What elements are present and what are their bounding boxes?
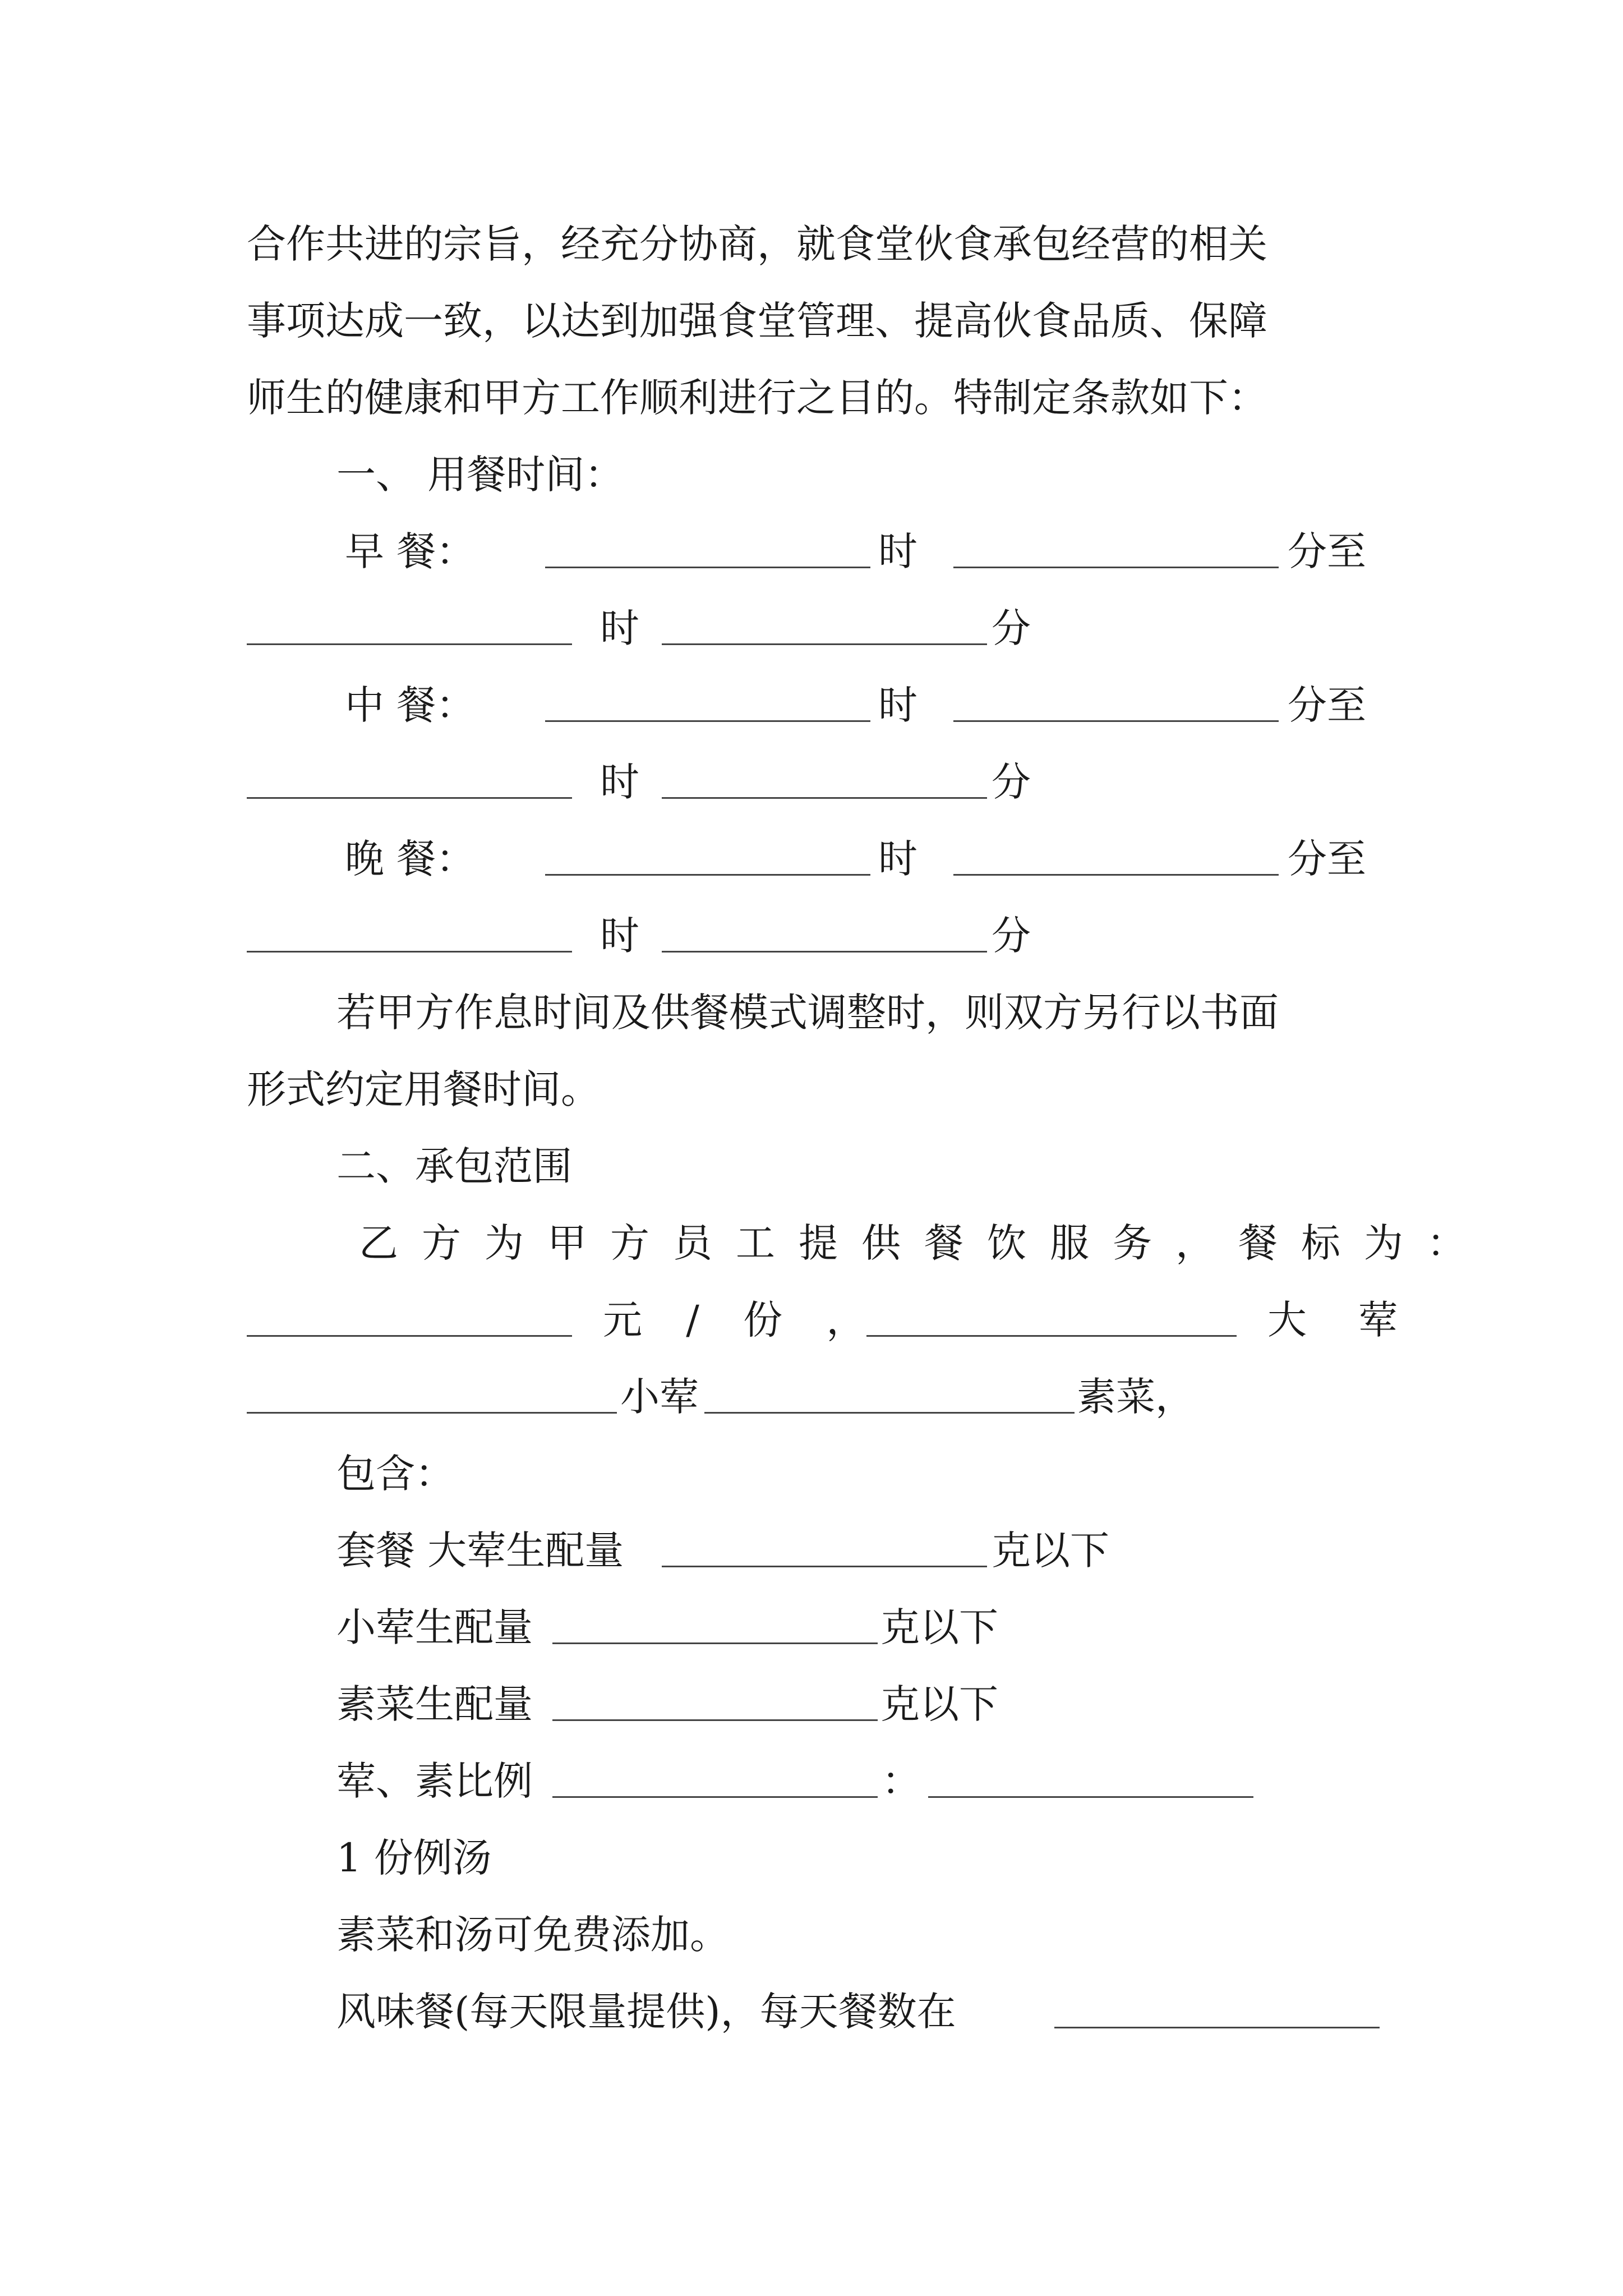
breakfast-label: 早 餐： bbox=[345, 528, 476, 574]
soup-line: 1 份例汤 bbox=[336, 1835, 492, 1881]
veg-count-blank[interactable] bbox=[704, 1412, 1075, 1414]
schedule-note-line-2: 形式约定用餐时间。 bbox=[247, 1066, 600, 1112]
lunch-end-hour-unit: 时 bbox=[600, 759, 639, 805]
lunch-end-minute-blank[interactable] bbox=[662, 797, 987, 799]
lunch-start-hour-blank[interactable] bbox=[545, 720, 870, 722]
breakfast-end-minute-unit: 分 bbox=[992, 605, 1031, 651]
intro-line-2: 事项达成一致，以达到加强食堂管理、提高伙食品质、保障 bbox=[247, 298, 1267, 344]
small-meat-amount-blank[interactable] bbox=[552, 1642, 878, 1644]
schedule-note-line-1: 若甲方作息时间及供餐模式调整时，则双方另行以书面 bbox=[336, 990, 1279, 1036]
dinner-end-hour-unit: 时 bbox=[600, 913, 639, 959]
section1-heading: 一、 用餐时间： bbox=[336, 452, 624, 498]
dinner-end-hour-blank[interactable] bbox=[247, 951, 572, 953]
special-meal-count-blank[interactable] bbox=[1054, 2027, 1380, 2028]
veg-amount-label: 素菜生配量 bbox=[336, 1681, 533, 1727]
section2-heading: 二、承包范围 bbox=[336, 1143, 572, 1189]
lunch-end-hour-blank[interactable] bbox=[247, 797, 572, 799]
price-blank[interactable] bbox=[247, 1335, 572, 1337]
dinner-start-minute-blank[interactable] bbox=[953, 874, 1279, 876]
ratio-label: 荤、素比例 bbox=[336, 1758, 533, 1804]
lunch-start-minute-blank[interactable] bbox=[953, 720, 1279, 722]
breakfast-end-hour-blank[interactable] bbox=[247, 643, 572, 645]
veg-label: 素菜， bbox=[1077, 1374, 1195, 1420]
set-meal-unit: 克以下 bbox=[992, 1527, 1109, 1573]
breakfast-end-hour-unit: 时 bbox=[600, 605, 639, 651]
small-meat-count-blank[interactable] bbox=[247, 1412, 617, 1414]
ratio-veg-blank[interactable] bbox=[928, 1796, 1253, 1798]
includes-label: 包含： bbox=[336, 1451, 454, 1497]
dinner-minute-to: 分至 bbox=[1288, 836, 1366, 882]
breakfast-end-minute-blank[interactable] bbox=[662, 643, 987, 645]
lunch-minute-to: 分至 bbox=[1288, 682, 1366, 728]
intro-line-3: 师生的健康和甲方工作顺利进行之目的。特制定条款如下： bbox=[247, 375, 1267, 421]
ratio-meat-blank[interactable] bbox=[552, 1796, 878, 1798]
price-unit: 元 / 份 ， bbox=[603, 1297, 882, 1343]
dinner-start-hour-blank[interactable] bbox=[545, 874, 870, 876]
lunch-end-minute-unit: 分 bbox=[992, 759, 1031, 805]
small-meat-amount-label: 小荤生配量 bbox=[336, 1604, 533, 1650]
big-meat-count-blank[interactable] bbox=[866, 1335, 1237, 1337]
big-meat-label: 大 荤 bbox=[1267, 1297, 1418, 1343]
set-meal-label: 套餐 大荤生配量 bbox=[336, 1527, 624, 1573]
dinner-end-minute-unit: 分 bbox=[992, 913, 1031, 959]
breakfast-minute-to: 分至 bbox=[1288, 528, 1366, 574]
dinner-end-minute-blank[interactable] bbox=[662, 951, 987, 953]
service-line: 乙方为甲方员工提供餐饮服务，餐标为： bbox=[359, 1220, 1490, 1266]
dinner-hour-unit: 时 bbox=[878, 836, 917, 882]
refill-line: 素菜和汤可免费添加。 bbox=[336, 1912, 729, 1958]
special-meal-line: 风味餐(每天限量提供)，每天餐数在 bbox=[336, 1989, 956, 2035]
lunch-label: 中 餐： bbox=[345, 682, 476, 728]
dinner-label: 晚 餐： bbox=[345, 836, 476, 882]
ratio-separator: ： bbox=[882, 1758, 921, 1804]
breakfast-start-minute-blank[interactable] bbox=[953, 567, 1279, 568]
veg-amount-blank[interactable] bbox=[552, 1719, 878, 1721]
small-meat-label: 小荤 bbox=[620, 1374, 699, 1420]
veg-amount-unit: 克以下 bbox=[880, 1681, 998, 1727]
breakfast-hour-unit: 时 bbox=[878, 528, 917, 574]
set-meal-amount-blank[interactable] bbox=[662, 1566, 987, 1567]
lunch-hour-unit: 时 bbox=[878, 682, 917, 728]
intro-line-1: 合作共进的宗旨，经充分协商，就食堂伙食承包经营的相关 bbox=[247, 221, 1267, 267]
breakfast-start-hour-blank[interactable] bbox=[545, 567, 870, 568]
small-meat-amount-unit: 克以下 bbox=[880, 1604, 998, 1650]
